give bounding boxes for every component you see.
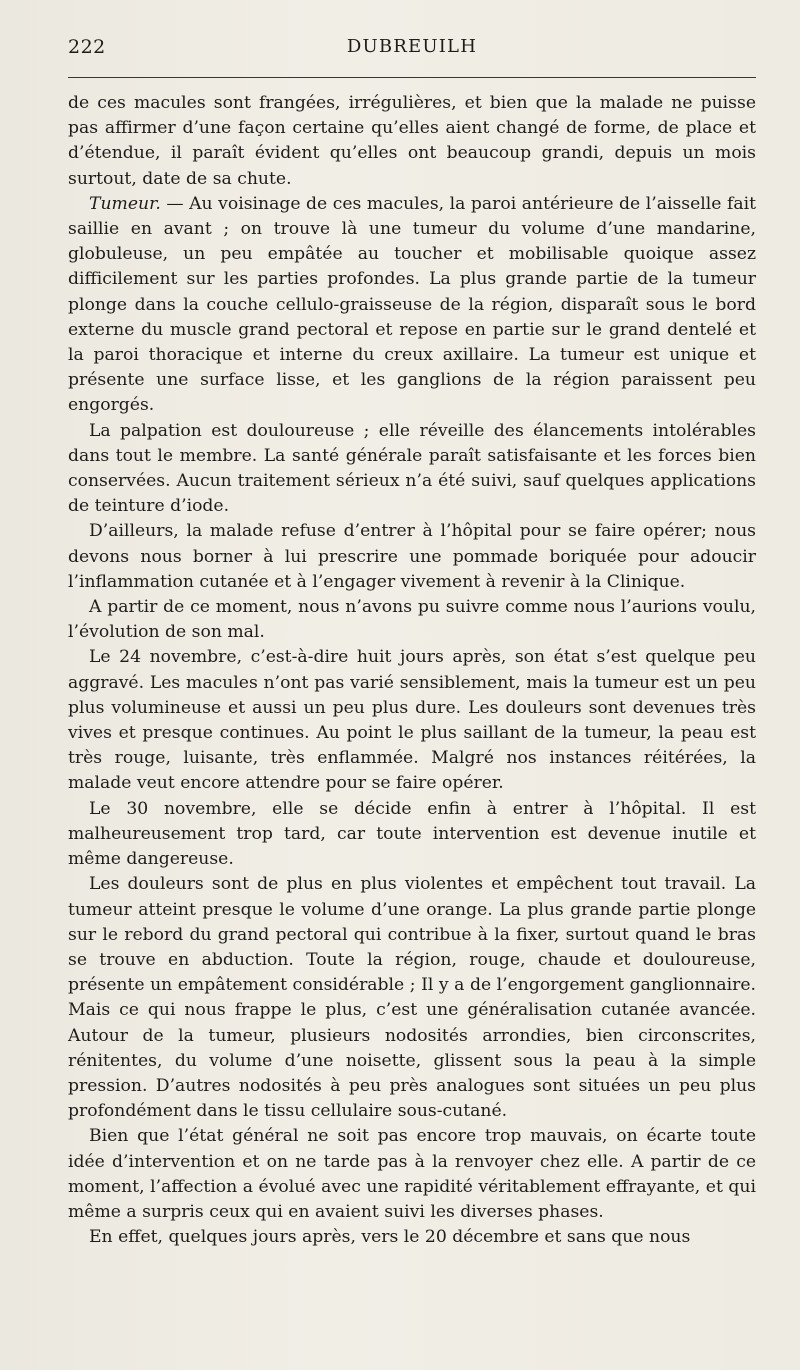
paragraph: Les douleurs sont de plus en plus violentes et empêchent tout travail. La tumeur atteint presque le volume d’une orange. La plus grande partie plonge sur le rebord du grand pectoral qui contribue à la fixer, surtout quand le bras se trouve en abduction. Toute la région, rouge, chaude et douloureuse, présente un empâtement considérable ; Il y a de l’engorgement ganglionnaire. Mais ce qui nous frappe le plus, c’est une généralisation cutanée avancée. Autour de la tumeur, plusieurs nodosités arrondies, bien circonscrites, rénitentes, du volume d’une noisette, glissent sous la peau à la simple pression. D’autres nodosités à peu près analogues sont situées un peu plus profondément dans le tissu cellulaire sous-cutané. <box>68 874 756 1122</box>
section-lead: Tumeur. <box>89 193 161 214</box>
paragraph: Le 30 novembre, elle se décide enfin à entrer à l’hôpital. Il est malheureusement trop tard, car toute intervention est devenue inutile et même dangereuse. <box>68 798 756 870</box>
page-number: 222 <box>68 36 106 58</box>
paragraph: D’ailleurs, la malade refuse d’entrer à l’hôpital pour se faire opérer; nous devons nous borner à lui prescrire une pommade boriquée pour adoucir l’inflammation cutanée et à l’engager vivement à revenir à la Clinique. <box>68 521 756 592</box>
paragraph: de ces macules sont frangées, irrégulières, et bien que la malade ne puisse pas affirmer d’une façon certaine qu’elles aient changé de forme, de place et d’étendue, il paraît évident qu’elles ont beaucoup grandi, depuis un mois surtout, date de sa chute. <box>68 93 756 189</box>
paragraph: A partir de ce moment, nous n’avons pu suivre comme nous l’aurions voulu, l’évolution de son mal. <box>68 597 756 643</box>
paragraph-text: — Au voisinage de ces macules, la paroi antérieure de l’aisselle fait saillie en avant ; on trouve là une tumeur du volume d’une mandarine, globuleuse, un peu empâtée au toucher et mobilisable quoique assez difficilement sur les parties profondes. La plus grande partie de la tumeur plonge dans la couche cellulo-graisseuse de la région, disparaît sous le bord externe du muscle grand pectoral et repose en partie sur le grand dentelé et la paroi thoracique et interne du creux axillaire. La tumeur est unique et présente une surface lisse, et les ganglions de la région paraissent peu engorgés. <box>68 193 756 416</box>
paragraph: En effet, quelques jours après, vers le 20 décembre et sans que nous <box>89 1227 691 1248</box>
paragraph: Bien que l’état général ne soit pas encore trop mauvais, on écarte toute idée d’intervention et on ne tarde pas à la renvoyer chez elle. A partir de ce moment, l’affection a évolué avec une rapidité véritablement effrayante, et qui même a surpris ceux qui en avaient suivi les diverses phases. <box>68 1126 756 1222</box>
paragraph <box>68 192 756 419</box>
running-title: DUBREUILH <box>346 36 478 57</box>
header-rule <box>68 77 756 78</box>
running-head <box>68 36 756 64</box>
body-text <box>68 91 756 1250</box>
paragraph: La palpation est douloureuse ; elle réveille des élancements intolérables dans tout le membre. La santé générale paraît satisfaisante et les forces bien conservées. Aucun traitement sérieux n’a été suivi, sauf quelques applications de teinture d’iode. <box>68 420 756 517</box>
paragraph: Le 24 novembre, c’est-à-dire huit jours après, son état s’est quelque peu aggravé. Les macules n’ont pas varié sensiblement, mais la tumeur est un peu plus volumineuse et aussi un peu plus dure. Les douleurs sont devenues très vives et presque continues. Au point le plus saillant de la tumeur, la peau est très rouge, luisante, très enflammée. Malgré nos instances réitérées, la malade veut encore attendre pour se faire opérer. <box>68 647 756 794</box>
